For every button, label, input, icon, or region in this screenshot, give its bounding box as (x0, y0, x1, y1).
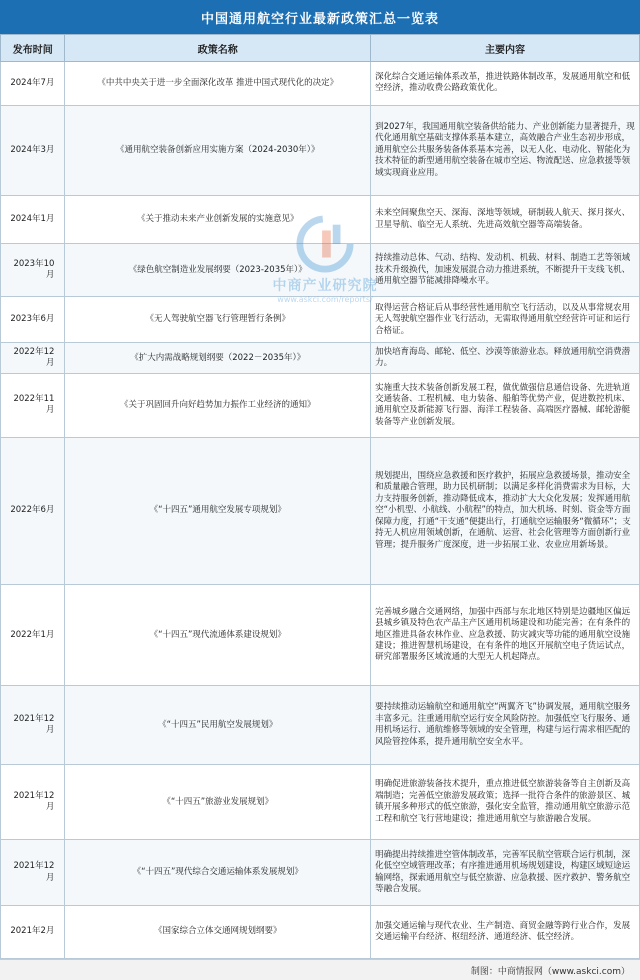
row-policy-name: 《“十四五”旅游业发展规划》 (65, 765, 371, 840)
table-row (1, 297, 640, 343)
row-policy-name: 《国家综合立体交通网规划纲要》 (65, 906, 371, 959)
table-row (1, 343, 640, 374)
table-header-row (1, 35, 640, 62)
row-content: 取得运营合格证后从事经营性通用航空飞行活动，以及从事常规农用无人驾驶航空器作业飞行活动，无需取得通用航空经营许可证和运行合格证。 (371, 297, 640, 343)
table-body (1, 62, 640, 959)
watermark-url: www.askci.com/reports/ (277, 295, 373, 304)
row-date: 2022年12月 (1, 343, 65, 374)
source-footer: 制图：中商情报网（www.askci.com） (0, 959, 640, 980)
policy-table (0, 34, 640, 959)
row-policy-name: 《“十四五”通用航空发展专项规划》 (65, 437, 371, 584)
row-policy-name: 《绿色航空制造业发展纲要（2023-2035年）》 (65, 244, 371, 297)
row-date: 2024年7月 (1, 62, 65, 106)
table-row (1, 62, 640, 106)
table-row (1, 105, 640, 195)
row-date: 2023年6月 (1, 297, 65, 343)
row-policy-name: 《无人驾驶航空器飞行管理暂行条例》 (65, 297, 371, 343)
watermark-name: 中商产业研究院 (272, 278, 378, 294)
row-content: 实施重大技术装备创新发展工程，做优做强信息通信设备、先进轨道交通装备、工程机械、电力装备、船舶等优势产业，促进数控机床、通用航空及新能源飞行器、海洋工程装备、高端医疗器械、邮轮游艇装备等产业创新发展。 (371, 374, 640, 438)
table-row (1, 840, 640, 906)
row-policy-name: 《“十四五”民用航空发展规划》 (65, 686, 371, 765)
row-date: 2021年12月 (1, 840, 65, 906)
table-row (1, 686, 640, 765)
row-date: 2022年6月 (1, 437, 65, 584)
column-header-name: 政策名称 (65, 35, 371, 62)
row-content: 持续推动总体、气动、结构、发动机、机载、材料、制造工艺等领域技术升级换代，加速发展混合动力推进系统，不断提升干支线飞机、通用航空器节能减排降噪水平。 (371, 244, 640, 297)
table-row (1, 196, 640, 244)
table-row (1, 374, 640, 438)
row-policy-name: 《扩大内需战略规划纲要（2022－2035年）》 (65, 343, 371, 374)
row-date: 2022年1月 (1, 585, 65, 686)
row-content: 加强交通运输与现代农业、生产制造、商贸金融等跨行业合作，发展交通运输平台经济、枢纽经济、通道经济、低空经济。 (371, 906, 640, 959)
row-content: 要持续推动运输航空和通用航空“两翼齐飞”协调发展，通用航空服务丰富多元。注重通用航空运行安全风险防控。加强低空飞行服务、通用机场运行、通航维修等领域的安全管理，构建与运行需求相匹配的风险管控体系，提升通用航空安全水平。 (371, 686, 640, 765)
table-row (1, 765, 640, 840)
row-content: 完善城乡融合交通网络，加强中西部与东北地区特别是边疆地区偏远县城乡镇及特色农产品主产区通用机场建设和功能完善；在有条件的地区推进具备农林作业、应急救援、防灾减灾等功能的通用航空设施建设；推进智慧机场建设，在有条件的地区开展航空电子货运试点，研究部署服务区域流通的大型无人机起降点。 (371, 585, 640, 686)
row-date: 2021年12月 (1, 765, 65, 840)
row-content: 未来空间聚焦空天、深海、深地等领域，研制载人航天、探月探火、卫星导航、临空无人系统、先进高效航空器等高端装备。 (371, 196, 640, 244)
table-row (1, 906, 640, 959)
row-date: 2024年3月 (1, 105, 65, 195)
column-header-date: 发布时间 (1, 35, 65, 62)
page-title: 中国通用航空行业最新政策汇总一览表 (0, 0, 640, 34)
column-header-content: 主要内容 (371, 35, 640, 62)
table-row (1, 244, 640, 297)
row-date: 2023年10月 (1, 244, 65, 297)
row-date: 2021年2月 (1, 906, 65, 959)
row-policy-name: 《“十四五”现代综合交通运输体系发展规划》 (65, 840, 371, 906)
row-content: 规划提出，围绕应急救援和医疗救护，拓展应急救援场景，推动安全和质量融合管理，助力民机研制；以满足多样化消费需求为目标，大力支持服务创新，推动降低成本，推动扩大大众化发展；发挥通用航空“小机型、小航线、小航程”的特点，加大机场、时刻、资金等方面保障力度，打通“干支通”便捷出行，打通航空运输服务“微循环”；支持无人机应用领域创新，在通航、运营、社会化管理等方面创新行业管理；提升服务广度深度，进一步拓展工业、农业应用新场景。 (371, 437, 640, 584)
row-content: 明确促进旅游装备技术提升，重点推进低空旅游装备等自主创新及高端制造；完善低空旅游发展政策；选择一批符合条件的旅游景区、城镇开展多种形式的低空旅游，强化安全监管，推动通用航空旅游示范工程和航空飞行营地建设；推进通用航空与旅游融合发展。 (371, 765, 640, 840)
row-content: 加快培育海岛、邮轮、低空、沙漠等旅游业态。释放通用航空消费潜力。 (371, 343, 640, 374)
row-date: 2021年12月 (1, 686, 65, 765)
table-row (1, 585, 640, 686)
row-policy-name: 《中共中央关于进一步全面深化改革 推进中国式现代化的决定》 (65, 62, 371, 106)
row-content: 深化综合交通运输体系改革，推进铁路体制改革，发展通用航空和低空经济，推动收费公路政策优化。 (371, 62, 640, 106)
row-policy-name: 《“十四五”现代流通体系建设规划》 (65, 585, 371, 686)
row-policy-name: 《通用航空装备创新应用实施方案（2024-2030年）》 (65, 105, 371, 195)
row-date: 2022年11月 (1, 374, 65, 438)
row-content: 明确提出持续推进空管体制改革，完善军民航空管联合运行机制，深化低空空域管理改革；有序推进通用机场规划建设，构建区域短途运输网络，探索通用航空与低空旅游、应急救援、医疗救护、警务航空等融合发展。 (371, 840, 640, 906)
row-date: 2024年1月 (1, 196, 65, 244)
table-row (1, 437, 640, 584)
row-policy-name: 《关于推动未来产业创新发展的实施意见》 (65, 196, 371, 244)
row-content: 到2027年，我国通用航空装备供给能力、产业创新能力显著提升，现代化通用航空基础支撑体系基本建立，高效融合产业生态初步形成，通用航空公共服务装备体系基本完善，以无人化、电动化、智能化为技术特征的新型通用航空装备在城市空运、物流配送、应急救援等领域实现商业应用。 (371, 105, 640, 195)
row-policy-name: 《关于巩固回升向好趋势加力振作工业经济的通知》 (65, 374, 371, 438)
